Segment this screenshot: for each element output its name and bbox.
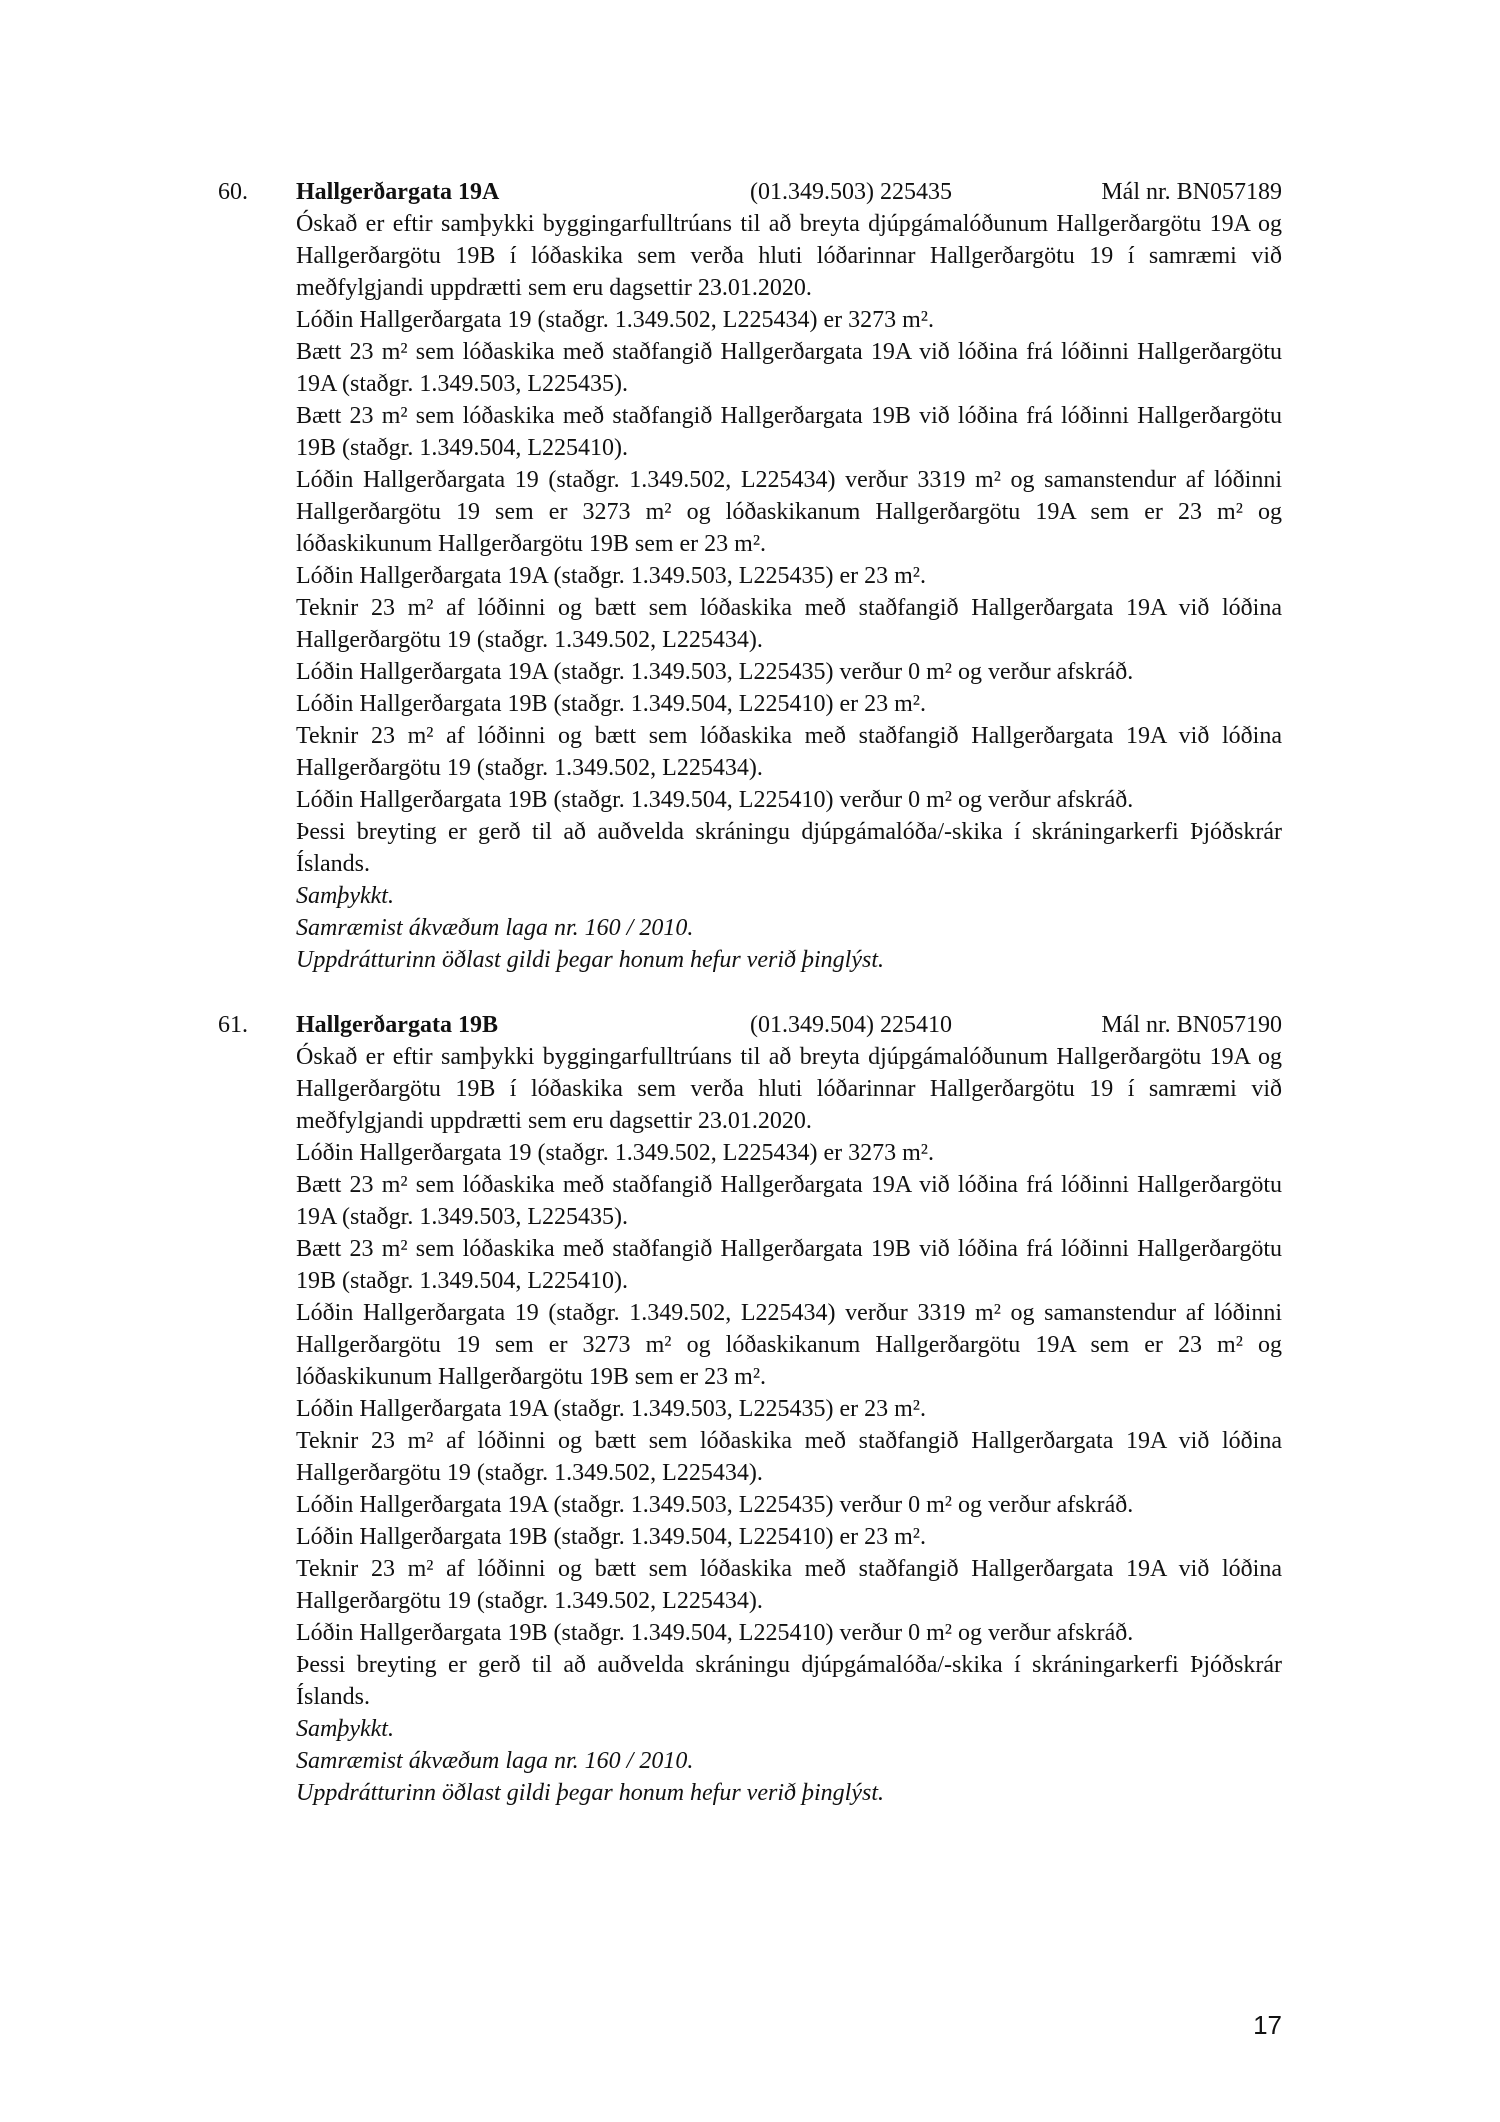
entry-title: Hallgerðargata 19A — [296, 179, 500, 205]
validity-note: Uppdrátturinn öðlast gildi þegar honum hefur verið þinglýst. — [296, 1780, 884, 1806]
law-note: Samræmist ákvæðum laga nr. 160 / 2010. — [296, 1748, 694, 1774]
case-number: Mál nr. BN057190 — [1101, 1012, 1282, 1038]
page-number: 17 — [1253, 2010, 1282, 2040]
entry-number: 61. — [218, 1012, 248, 1038]
entry-title: Hallgerðargata 19B — [296, 1012, 498, 1038]
entry-paragraph: Lóðin Hallgerðargata 19 (staðgr. 1.349.502, L225434) er 3273 m². — [296, 307, 934, 333]
entry-paragraph: Teknir 23 m² af lóðinni og bætt sem lóðaskika með staðfangið Hallgerðargata 19A við lóðina Hallgerðargötu 19 (staðgr. 1.349.502, L225434). — [296, 1556, 1282, 1614]
entry-paragraph: Þessi breyting er gerð til að auðvelda skráningu djúpgámalóða/-skika í skráningarkerfi Þjóðskrár Íslands. — [296, 1652, 1282, 1710]
entry-paragraph: Lóðin Hallgerðargata 19A (staðgr. 1.349.503, L225435) er 23 m². — [296, 1396, 926, 1422]
entry-paragraph: Lóðin Hallgerðargata 19A (staðgr. 1.349.503, L225435) verður 0 m² og verður afskráð. — [296, 1492, 1134, 1518]
entry-paragraph: Lóðin Hallgerðargata 19A (staðgr. 1.349.503, L225435) verður 0 m² og verður afskráð. — [296, 659, 1134, 685]
case-number: Mál nr. BN057189 — [1101, 179, 1282, 205]
entry-paragraph: Lóðin Hallgerðargata 19B (staðgr. 1.349.504, L225410) er 23 m². — [296, 691, 926, 717]
entry-header — [0, 176, 1500, 208]
entry-paragraph: Bætt 23 m² sem lóðaskika með staðfangið Hallgerðargata 19A við lóðina frá lóðinni Hallgerðargötu 19A (staðgr. 1.349.503, L225435). — [296, 339, 1282, 397]
entry-paragraph: Bætt 23 m² sem lóðaskika með staðfangið Hallgerðargata 19B við lóðina frá lóðinni Hallgerðargötu 19B (staðgr. 1.349.504, L225410). — [296, 403, 1282, 461]
entry-paragraph: Bætt 23 m² sem lóðaskika með staðfangið Hallgerðargata 19B við lóðina frá lóðinni Hallgerðargötu 19B (staðgr. 1.349.504, L225410). — [296, 1236, 1282, 1294]
entry-paragraph: Teknir 23 m² af lóðinni og bætt sem lóðaskika með staðfangið Hallgerðargata 19A við lóðina Hallgerðargötu 19 (staðgr. 1.349.502, L225434). — [296, 595, 1282, 653]
entry-body — [296, 1041, 1282, 1809]
entry-paragraph: Lóðin Hallgerðargata 19 (staðgr. 1.349.502, L225434) verður 3319 m² og samanstendur af lóðinni Hallgerðargötu 19 sem er 3273 m² og lóðaskikanum Hallgerðargötu 19A sem er 23 m² og lóðaskikunum Hallgerðargötu 19B sem er 23 m². — [296, 1300, 1282, 1390]
entry-paragraph: Lóðin Hallgerðargata 19A (staðgr. 1.349.503, L225435) er 23 m². — [296, 563, 926, 589]
entry-paragraph: Lóðin Hallgerðargata 19B (staðgr. 1.349.504, L225410) verður 0 m² og verður afskráð. — [296, 787, 1134, 813]
entry-paragraph: Óskað er eftir samþykki byggingarfulltrúans til að breyta djúpgámalóðunum Hallgerðargötu 19A og Hallgerðargötu 19B í lóðaskika sem verða hluti lóðarinnar Hallgerðargötu 19 í samræmi við meðfylgjandi uppdrætti sem eru dagsettir 23.01.2020. — [296, 1044, 1282, 1134]
decision-text: Samþykkt. — [296, 883, 394, 909]
validity-note: Uppdrátturinn öðlast gildi þegar honum hefur verið þinglýst. — [296, 947, 884, 973]
entry-paragraph: Bætt 23 m² sem lóðaskika með staðfangið Hallgerðargata 19A við lóðina frá lóðinni Hallgerðargötu 19A (staðgr. 1.349.503, L225435). — [296, 1172, 1282, 1230]
entry-paragraph: Lóðin Hallgerðargata 19B (staðgr. 1.349.504, L225410) verður 0 m² og verður afskráð. — [296, 1620, 1134, 1646]
agenda-entry-61 — [0, 1009, 1500, 1809]
decision-text: Samþykkt. — [296, 1716, 394, 1742]
entry-paragraph: Teknir 23 m² af lóðinni og bætt sem lóðaskika með staðfangið Hallgerðargata 19A við lóðina Hallgerðargötu 19 (staðgr. 1.349.502, L225434). — [296, 723, 1282, 781]
entry-body — [296, 208, 1282, 976]
agenda-entry-60 — [0, 176, 1500, 976]
entry-paragraph: Lóðin Hallgerðargata 19 (staðgr. 1.349.502, L225434) er 3273 m². — [296, 1140, 934, 1166]
entry-paragraph: Lóðin Hallgerðargata 19 (staðgr. 1.349.502, L225434) verður 3319 m² og samanstendur af lóðinni Hallgerðargötu 19 sem er 3273 m² og lóðaskikanum Hallgerðargötu 19A sem er 23 m² og lóðaskikunum Hallgerðargötu 19B sem er 23 m². — [296, 467, 1282, 557]
entry-paragraph: Þessi breyting er gerð til að auðvelda skráningu djúpgámalóða/-skika í skráningarkerfi Þjóðskrár Íslands. — [296, 819, 1282, 877]
entry-paragraph: Óskað er eftir samþykki byggingarfulltrúans til að breyta djúpgámalóðunum Hallgerðargötu 19A og Hallgerðargötu 19B í lóðaskika sem verða hluti lóðarinnar Hallgerðargötu 19 í samræmi við meðfylgjandi uppdrætti sem eru dagsettir 23.01.2020. — [296, 211, 1282, 301]
entry-number: 60. — [218, 179, 248, 205]
entry-header — [0, 1009, 1500, 1041]
entry-reference: (01.349.503) 225435 — [750, 179, 952, 205]
entry-reference: (01.349.504) 225410 — [750, 1012, 952, 1038]
entry-paragraph: Lóðin Hallgerðargata 19B (staðgr. 1.349.504, L225410) er 23 m². — [296, 1524, 926, 1550]
entry-paragraph: Teknir 23 m² af lóðinni og bætt sem lóðaskika með staðfangið Hallgerðargata 19A við lóðina Hallgerðargötu 19 (staðgr. 1.349.502, L225434). — [296, 1428, 1282, 1486]
law-note: Samræmist ákvæðum laga nr. 160 / 2010. — [296, 915, 694, 941]
